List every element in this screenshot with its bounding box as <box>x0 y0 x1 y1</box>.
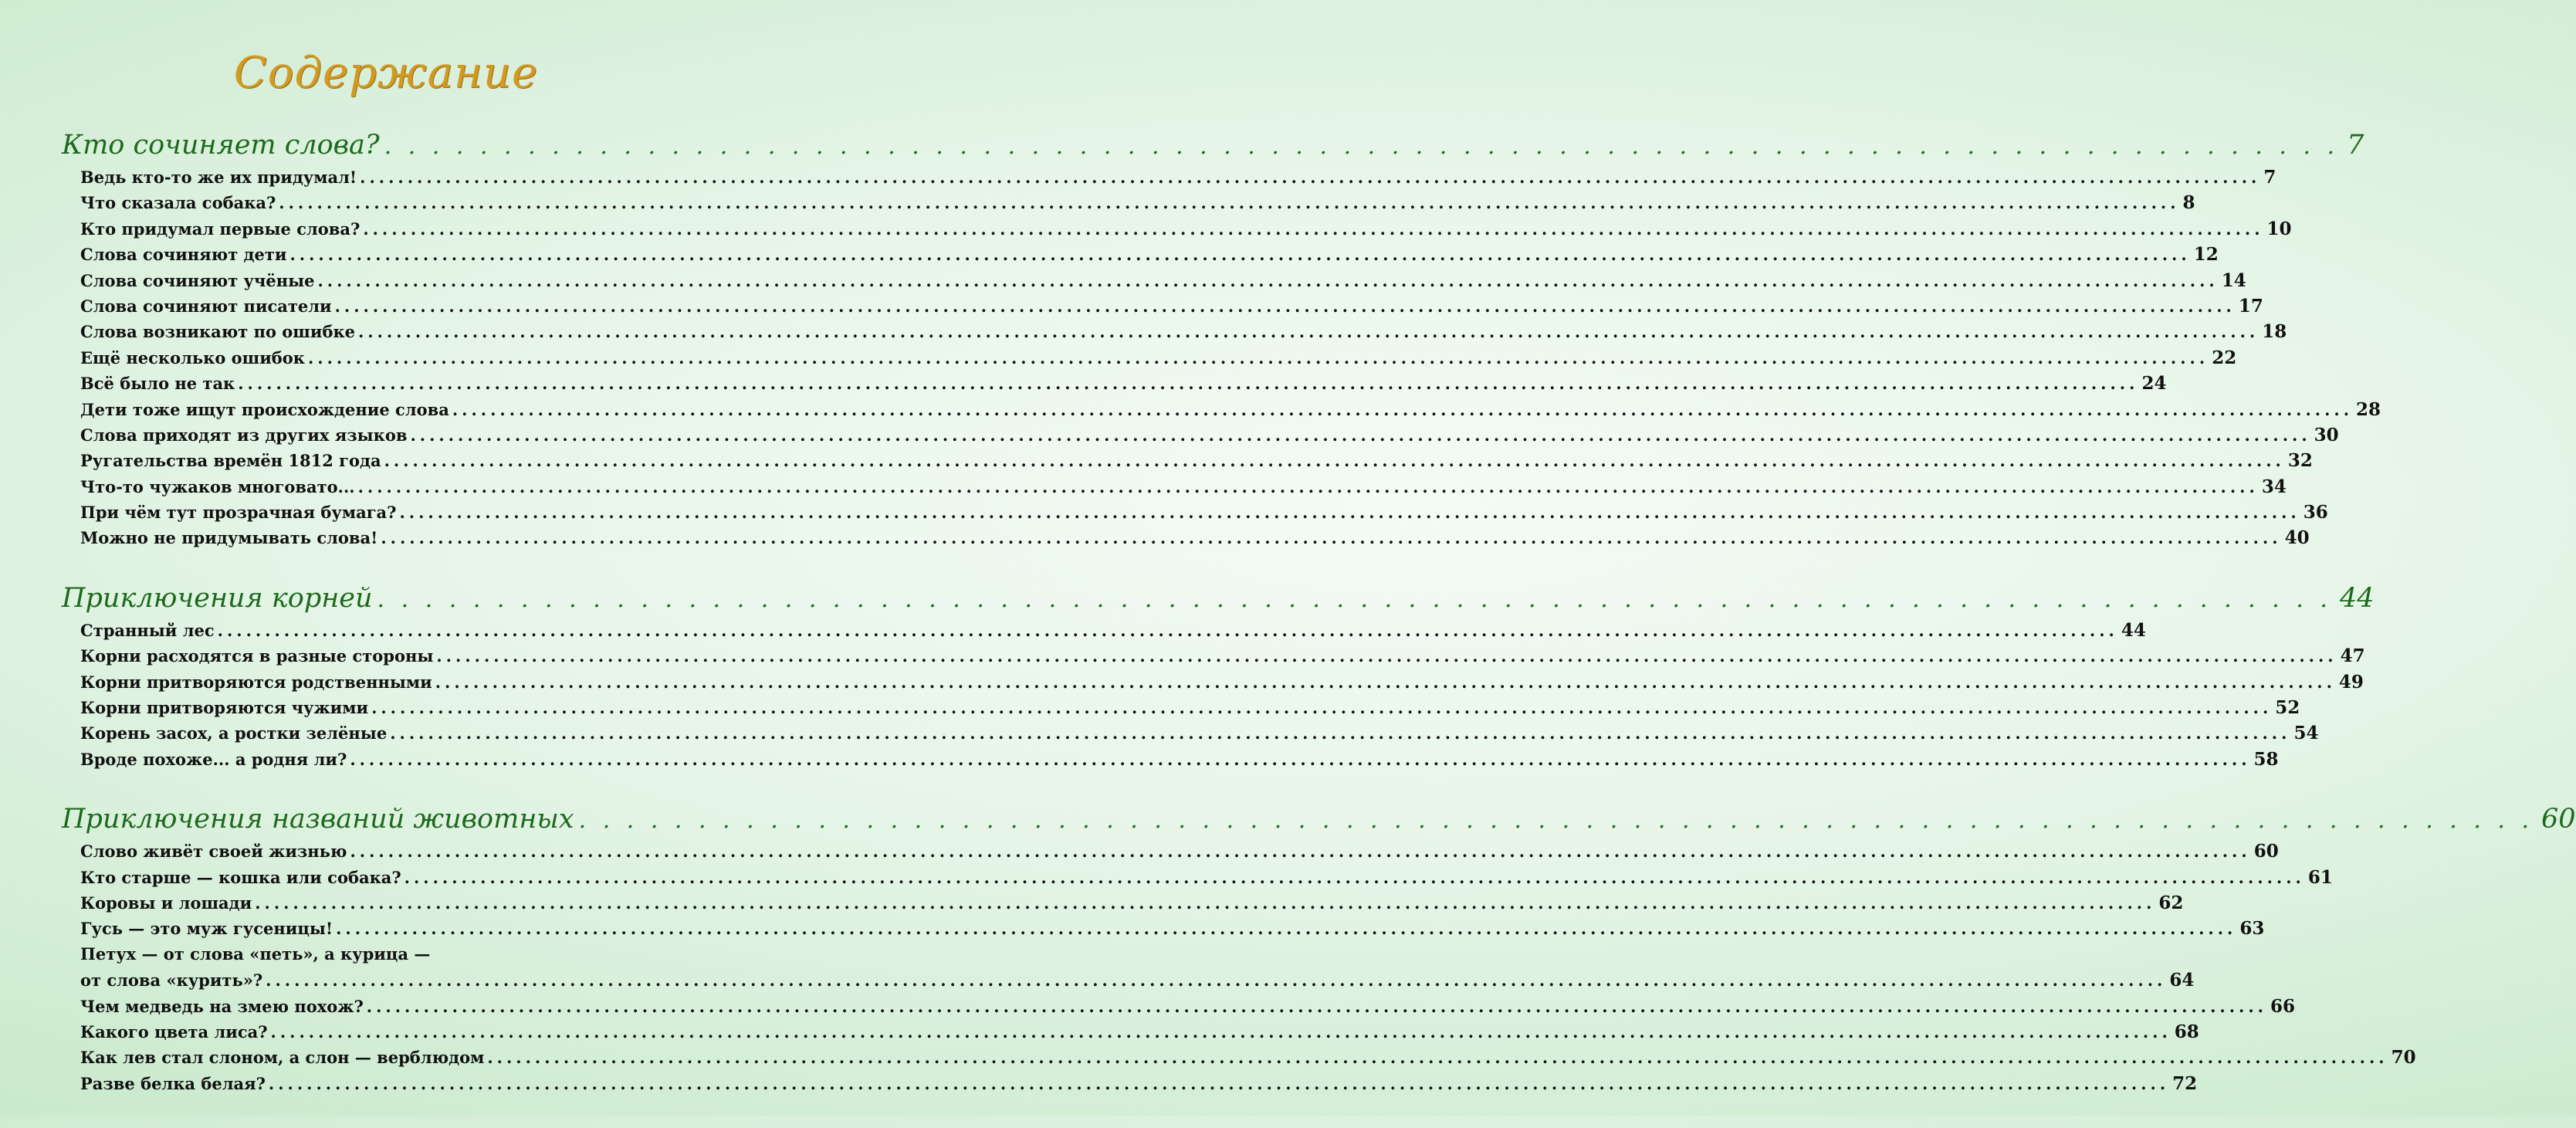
toc-entry[interactable] <box>80 723 2319 748</box>
entry-page-number: 34 <box>2261 476 2287 497</box>
entry-page-number: 47 <box>2340 645 2365 667</box>
dot-leader: ........................................................................................................................................................................................................ <box>255 893 2156 913</box>
entry-title: Дети тоже ищут происхождение слова <box>80 399 449 419</box>
toc-entry[interactable] <box>80 167 2276 192</box>
page-title: Содержание <box>233 48 539 98</box>
dot-leader: . . . . . . . . . . . . . . . . . . . . . . . . . . . . . . . . . . . . . . . . . . . . . . . . . . . . . . . . . . . . . . . . . . . . . . . . . . . . . . . . . . <box>578 807 2534 835</box>
dot-leader: ........................................................................................................................................................................................................ <box>436 646 2337 666</box>
dot-leader: ........................................................................................................................................................................................................ <box>381 528 2282 548</box>
dot-leader: . . . . . . . . . . . . . . . . . . . . . . . . . . . . . . . . . . . . . . . . . . . . . . . . . . . . . . . . . . . . . . . . . . . . . . . . . . . . . . . . . . <box>384 133 2340 160</box>
dot-leader: ........................................................................................................................................................................................................ <box>390 723 2291 744</box>
dot-leader: ........................................................................................................................................................................................................ <box>410 425 2311 445</box>
entry-title: Корни расходятся в разные стороны <box>80 646 434 666</box>
dot-leader: ........................................................................................................................................................................................................ <box>336 919 2237 939</box>
entry-title: Что-то чужаков многовато... <box>80 476 355 496</box>
entry-title-continuation: от слова «курить»? <box>80 970 263 991</box>
dot-leader: ........................................................................................................................................................................................................ <box>350 842 2251 862</box>
dot-leader: ........................................................................................................................................................................................................ <box>384 451 2285 471</box>
dot-leader: ........................................................................................................................................................................................................ <box>266 970 2167 991</box>
dot-leader: ........................................................................................................................................................................................................ <box>452 399 2354 419</box>
entry-page-number: 30 <box>2314 424 2339 445</box>
dot-leader: ........................................................................................................................................................................................................ <box>217 620 2118 640</box>
entry-page-number: 8 <box>2182 192 2195 214</box>
toc-entry[interactable] <box>80 866 2333 893</box>
dot-leader: ........................................................................................................................................................................................................ <box>363 218 2264 239</box>
toc-entry[interactable] <box>80 645 2365 671</box>
dot-leader: . . . . . . . . . . . . . . . . . . . . . . . . . . . . . . . . . . . . . . . . . . . . . . . . . . . . . . . . . . . . . . . . . . . . . . . . . . . . . . . . . . <box>377 585 2332 613</box>
entry-title: Слова сочиняют учёные <box>80 270 315 290</box>
entry-title: Кто старше — кошка или собака? <box>80 867 401 887</box>
entry-page-number: 40 <box>2284 527 2310 549</box>
entry-title: Корни притворяются чужими <box>80 698 369 718</box>
entry-title: Кто придумал первые слова? <box>80 218 361 239</box>
toc-entry[interactable] <box>80 995 2295 1021</box>
toc-entry[interactable] <box>80 697 2300 723</box>
entry-title: Петух — от слова «петь», а курица — <box>80 943 431 964</box>
entry-page-number: 58 <box>2253 748 2279 770</box>
toc-entry[interactable] <box>80 192 2195 218</box>
toc-entry[interactable] <box>80 502 2328 527</box>
section-page-number: 60 <box>2541 804 2576 835</box>
entry-title: При чём тут прозрачная бумага? <box>80 503 397 523</box>
entry-page-number: 7 <box>2263 167 2276 188</box>
entry-page-number: 32 <box>2287 450 2313 472</box>
toc-entry[interactable] <box>80 892 2184 918</box>
toc-entry[interactable] <box>80 918 2265 943</box>
entry-page-number: 68 <box>2174 1021 2199 1042</box>
entry-title: Слова сочиняют писатели <box>80 296 332 316</box>
entry-page-number: 17 <box>2238 295 2263 317</box>
entry-title: Что сказала собака? <box>80 193 276 213</box>
entry-title: Слова приходят из других языков <box>80 425 408 445</box>
toc-entry-continuation[interactable] <box>80 970 2195 995</box>
dot-leader: ........................................................................................................................................................................................................ <box>334 296 2236 316</box>
toc-entry[interactable] <box>80 218 2292 244</box>
entry-page-number: 18 <box>2262 321 2287 343</box>
toc-section <box>62 804 2576 1099</box>
dot-leader: ........................................................................................................................................................................................................ <box>399 503 2300 523</box>
dot-leader: ........................................................................................................................................................................................................ <box>435 672 2336 692</box>
entry-page-number: 70 <box>2391 1047 2416 1069</box>
dot-leader: ........................................................................................................................................................................................................ <box>268 1073 2170 1093</box>
entry-page-number: 61 <box>2307 866 2333 888</box>
entry-page-number: 62 <box>2158 892 2184 913</box>
dot-leader: ........................................................................................................................................................................................................ <box>317 270 2219 290</box>
entry-page-number: 49 <box>2338 671 2364 693</box>
entry-page-number: 14 <box>2221 269 2246 291</box>
entry-title: Коровы и лошади <box>80 893 252 913</box>
entry-page-number: 28 <box>2356 398 2381 420</box>
toc-entry[interactable] <box>80 424 2339 450</box>
toc-entry[interactable] <box>80 373 2167 398</box>
section-heading[interactable] <box>62 582 2375 620</box>
dot-leader: ........................................................................................................................................................................................................ <box>357 476 2259 496</box>
entry-title: Разве белка белая? <box>80 1073 266 1093</box>
entry-title: Слово живёт своей жизнью <box>80 842 347 862</box>
entry-page-number: 10 <box>2266 218 2292 239</box>
entry-title: Как лев стал слоном, а слон — верблюдом <box>80 1048 485 1068</box>
toc-entry[interactable] <box>80 476 2287 502</box>
section-page-number: 44 <box>2339 582 2375 614</box>
entry-page-number: 36 <box>2303 502 2328 523</box>
toc-entry[interactable] <box>80 269 2246 296</box>
dot-leader: ........................................................................................................................................................................................................ <box>270 1021 2171 1042</box>
entry-page-number: 54 <box>2293 723 2319 744</box>
entry-title: Корни притворяются родственными <box>80 672 432 692</box>
toc-entry[interactable] <box>80 944 747 970</box>
entry-page-number: 12 <box>2193 244 2219 266</box>
section-title: Приключения корней <box>62 582 373 614</box>
toc-entry[interactable] <box>80 1072 2198 1099</box>
dot-leader: ........................................................................................................................................................................................................ <box>279 193 2180 213</box>
entry-title: Какого цвета лиса? <box>80 1021 268 1042</box>
dot-leader: ........................................................................................................................................................................................................ <box>358 322 2260 342</box>
toc-entry[interactable] <box>80 1021 2199 1047</box>
entry-page-number: 52 <box>2275 697 2300 719</box>
entry-title: Ругательства времён 1812 года <box>80 451 381 471</box>
toc-entry[interactable] <box>80 748 2279 774</box>
dot-leader: ........................................................................................................................................................................................................ <box>404 867 2305 887</box>
section-page-number: 7 <box>2347 130 2364 161</box>
toc-entry[interactable] <box>80 671 2364 697</box>
section-entries <box>62 167 2381 554</box>
dot-leader: ........................................................................................................................................................................................................ <box>366 996 2267 1016</box>
toc-entry[interactable] <box>80 1047 2416 1072</box>
dot-leader: ........................................................................................................................................................................................................ <box>360 168 2261 187</box>
entry-title: Вроде похоже... а родня ли? <box>80 749 347 769</box>
section-entries <box>62 841 2416 1099</box>
section-title: Приключения названий животных <box>62 804 574 835</box>
entry-page-number: 44 <box>2121 619 2146 641</box>
entry-title: Корень засох, а ростки зелёные <box>80 723 388 744</box>
entry-page-number: 64 <box>2169 970 2195 991</box>
toc-section <box>62 582 2375 774</box>
toc-entry[interactable] <box>80 398 2381 425</box>
dot-leader: ........................................................................................................................................................................................................ <box>289 245 2191 265</box>
entry-page-number: 60 <box>2253 841 2279 862</box>
entry-title: Странный лес <box>80 620 215 640</box>
toc-entry[interactable] <box>80 321 2287 347</box>
entry-page-number: 72 <box>2172 1072 2198 1094</box>
section-title: Кто сочиняет слова? <box>62 130 380 161</box>
entry-title: Слова сочиняют дети <box>80 245 287 265</box>
toc-entry[interactable] <box>80 347 2237 373</box>
entry-title: Гусь — это муж гусеницы! <box>80 919 333 939</box>
toc-entry[interactable] <box>80 619 2146 645</box>
section-heading[interactable] <box>62 130 2364 167</box>
entry-title: Ведь кто-то же их придумал! <box>80 168 357 187</box>
entry-title: Всё было не так <box>80 374 235 394</box>
entry-title: Слова возникают по ошибке <box>80 322 355 342</box>
entry-title: Можно не придумывать слова! <box>80 528 378 548</box>
dot-leader: ........................................................................................................................................................................................................ <box>350 749 2251 769</box>
entry-title: Чем медведь на змею похож? <box>80 996 364 1016</box>
toc-entry[interactable] <box>80 450 2313 476</box>
toc-section <box>62 130 2381 554</box>
section-entries <box>62 619 2365 774</box>
entry-page-number: 63 <box>2239 918 2265 940</box>
entry-page-number: 66 <box>2270 995 2295 1017</box>
dot-leader: ........................................................................................................................................................................................................ <box>371 698 2273 718</box>
entry-page-number: 22 <box>2212 347 2237 368</box>
toc-entry[interactable] <box>80 244 2219 269</box>
section-heading[interactable] <box>62 804 2576 841</box>
dot-leader: ........................................................................................................................................................................................................ <box>487 1048 2388 1068</box>
dot-leader: ........................................................................................................................................................................................................ <box>307 347 2209 368</box>
entry-title: Ещё несколько ошибок <box>80 347 305 368</box>
dot-leader: ........................................................................................................................................................................................................ <box>238 374 2139 394</box>
toc-entry[interactable] <box>80 295 2263 321</box>
entry-page-number: 24 <box>2141 373 2167 395</box>
table-of-contents <box>62 130 2576 1128</box>
toc-entry[interactable] <box>80 841 2279 866</box>
toc-entry[interactable] <box>80 527 2310 553</box>
